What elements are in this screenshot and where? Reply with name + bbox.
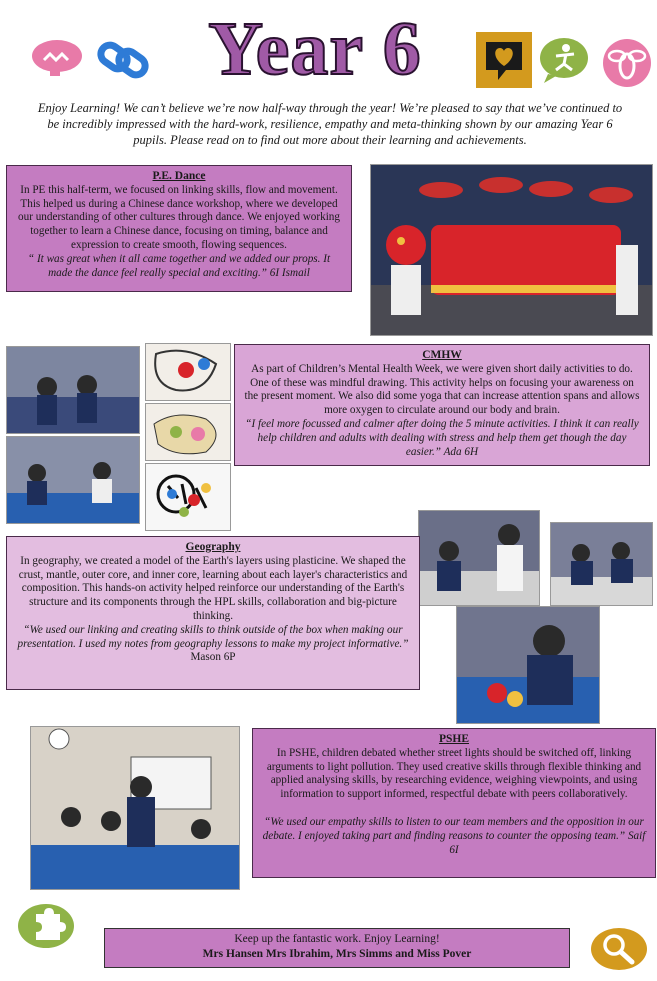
geography-photo-3 (456, 606, 600, 724)
pshe-box (252, 728, 656, 878)
pshe-debate-photo (30, 726, 240, 890)
mindful-drawing-photo-2 (145, 403, 231, 461)
pe-dance-title: P.E. Dance (152, 170, 206, 182)
classroom-photo-2 (6, 436, 140, 524)
puzzle-icon (16, 900, 76, 952)
dance-photo (370, 164, 653, 336)
cmhw-box (234, 344, 650, 466)
geography-box (6, 536, 420, 690)
geography-quote: “We used our linking and creating skills to think outside of the box when making our presentation. I used my notes from geography lessons to make my project informative.” (17, 623, 409, 650)
cmhw-title: CMHW (422, 349, 462, 361)
heart-speech-icon (476, 32, 532, 88)
intro-text: Enjoy Learning! We can’t believe we’re now half-way through the year! We’re pleased to say that we’ve continued to be incredibly impressed with the hard-work, resilience, empathy and meta-thinking shown by our amazing Year 6 pupils. Please read on to find out more about their learning and achievements. (37, 101, 623, 147)
pshe-body: In PSHE, children debated whether street lights should be switched off, linking arguments to light pollution. They used creative skills through flexible thinking and applied analysing skills, by researching evidence, weighing viewpoints, and using information to support informed, respectful debate with peers collaboratively. (266, 746, 642, 801)
geography-title: Geography (185, 541, 241, 553)
mindful-drawing-photo-3 (145, 463, 231, 531)
footer-line-1: Keep up the fantastic work. Enjoy Learning! (234, 933, 440, 945)
person-speech-icon (538, 36, 590, 84)
bee-icon (600, 38, 654, 88)
geography-body: In geography, we created a model of the Earth's layers using plasticine. We shaped the crust, mantle, outer core, and inner core, learning about each layer's characteristics and composition. This hands-on activity helped reinforce our understanding of the Earth's structure and its components through the HPL skills, collaboration and big-picture thinking. (18, 554, 408, 622)
link-icon (96, 38, 152, 82)
footer-box (104, 928, 570, 968)
cmhw-quote: “I feel more focussed and calmer after doing the 5 minute activities. I think it can really help children and adults with dealing with stress and help them get though the day easier.” Ada 6H (245, 417, 639, 458)
pshe-quote: “We used our empathy skills to listen to our team members and the opposition in our debate. I enjoyed taking part and finding reasons to counter the opposing team.” Saif 6I (262, 815, 646, 856)
geography-photo-1 (418, 510, 540, 606)
geography-photo-2 (550, 522, 653, 606)
geography-quote-author: Mason 6P (190, 651, 236, 664)
brain-icon (30, 38, 84, 78)
pe-dance-box (6, 165, 352, 292)
pe-dance-body: In PE this half-term, we focused on linking skills, flow and movement. This helped us during a Chinese dance workshop, where we developed our understanding of other cultures through dance. We enjoyed working together to learn a Chinese dance, focusing on timing, balance and expression to create smooth, flowing sequences. (18, 183, 340, 251)
classroom-photo-1 (6, 346, 140, 434)
magnifier-icon (590, 926, 648, 972)
footer-teacher-names: Mrs Hansen Mrs Ibrahim, Mrs Simms and Miss Pover (202, 948, 472, 960)
pshe-title: PSHE (438, 733, 470, 745)
page-title: Year 6 (208, 7, 422, 91)
mindful-drawing-photo-1 (145, 343, 231, 401)
cmhw-body: As part of Children’s Mental Health Week, we were given short daily activities to do. One of these was mindful drawing. This activity helps on focusing your awareness on the present moment. We also did some yoga that can increase attention spans and allows more oxygen to circulate around our body and brain. (244, 362, 640, 417)
pe-dance-quote: “ It was great when it all came together and we added our props. It made the dance feel really special and exciting.” 6I Ismail (27, 252, 331, 279)
